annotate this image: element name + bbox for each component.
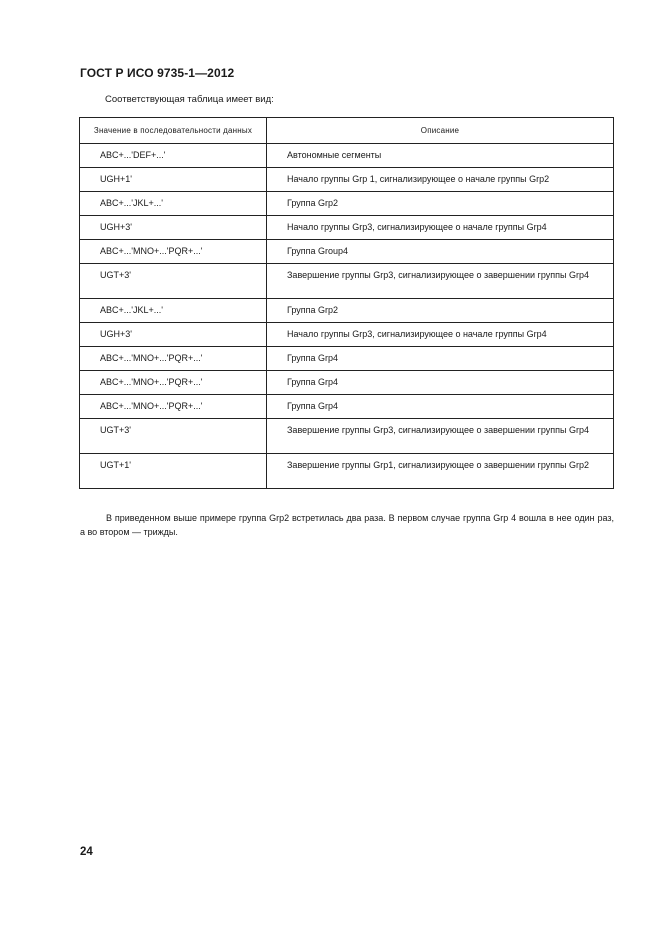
- cell-description: Группа Grp4: [267, 347, 614, 371]
- cell-value: UGT+3': [80, 419, 267, 454]
- cell-description: Группа Grp2: [267, 299, 614, 323]
- cell-value: ABC+...'DEF+...': [80, 144, 267, 168]
- cell-description: Группа Grp2: [267, 192, 614, 216]
- cell-description: Начало группы Grp3, сигнализирующее о начале группы Grp4: [267, 216, 614, 240]
- cell-value: ABC+...'MNO+...'PQR+...': [80, 240, 267, 264]
- cell-description: Группа Group4: [267, 240, 614, 264]
- data-table: [79, 117, 614, 489]
- table-row: [80, 299, 614, 323]
- cell-value: ABC+...'MNO+...'PQR+...': [80, 347, 267, 371]
- table-row: [80, 168, 614, 192]
- cell-description: Начало группы Grp3, сигнализирующее о начале группы Grp4: [267, 323, 614, 347]
- cell-value: ABC+...'JKL+...': [80, 299, 267, 323]
- table-row: [80, 371, 614, 395]
- table-row: [80, 454, 614, 489]
- column-header-description: Описание: [267, 118, 614, 144]
- note-paragraph: В приведенном выше примере группа Grp2 встретилась два раза. В первом случае группа Grp 4 вошла в нее один раз, а во втором — трижды.: [80, 513, 614, 537]
- cell-value: UGT+1': [80, 454, 267, 489]
- table-row: [80, 192, 614, 216]
- cell-value: UGH+3': [80, 216, 267, 240]
- table-row: [80, 216, 614, 240]
- cell-value: ABC+...'MNO+...'PQR+...': [80, 371, 267, 395]
- table-row: [80, 323, 614, 347]
- table-header-row: [80, 118, 614, 144]
- table-row: [80, 144, 614, 168]
- intro-text: Соответствующая таблица имеет вид:: [105, 94, 274, 105]
- table-row: [80, 395, 614, 419]
- cell-description: Завершение группы Grp1, сигнализирующее о завершении группы Grp2: [267, 454, 614, 489]
- cell-value: ABC+...'MNO+...'PQR+...': [80, 395, 267, 419]
- cell-description: Группа Grp4: [267, 371, 614, 395]
- cell-description: Начало группы Grp 1, сигнализирующее о начале группы Grp2: [267, 168, 614, 192]
- cell-value: ABC+...'JKL+...': [80, 192, 267, 216]
- page-number: 24: [80, 846, 93, 858]
- table-row: [80, 419, 614, 454]
- cell-description: Завершение группы Grp3, сигнализирующее о завершении группы Grp4: [267, 419, 614, 454]
- table-row: [80, 264, 614, 299]
- cell-value: UGH+1': [80, 168, 267, 192]
- cell-description: Группа Grp4: [267, 395, 614, 419]
- table-row: [80, 347, 614, 371]
- cell-description: Завершение группы Grp3, сигнализирующее о завершении группы Grp4: [267, 264, 614, 299]
- document-header: ГОСТ Р ИСО 9735-1—2012: [80, 66, 235, 80]
- column-header-value: Значение в последовательности данных: [80, 118, 267, 144]
- cell-value: UGT+3': [80, 264, 267, 299]
- cell-description: Автономные сегменты: [267, 144, 614, 168]
- table-row: [80, 240, 614, 264]
- cell-value: UGH+3': [80, 323, 267, 347]
